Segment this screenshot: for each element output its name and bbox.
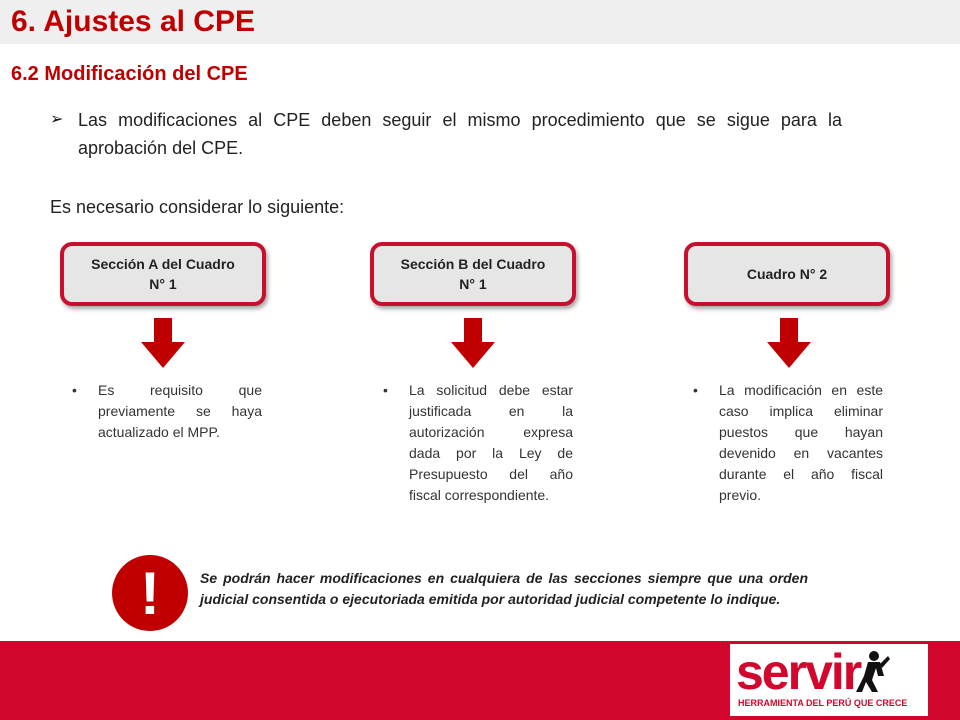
box-cuadro-2: [684, 242, 890, 306]
warning-icon: !: [112, 555, 188, 631]
intro-text: Las modificaciones al CPE deben seguir el mismo procedimiento que se sigue para la aprobación del CPE.: [78, 110, 842, 158]
box-seccion-b-label: Sección B del Cuadro N° 1: [400, 256, 546, 292]
box-seccion-b: [370, 242, 576, 306]
arrow-bullet-icon: ➢: [50, 111, 64, 128]
warning-note: Se podrán hacer modificaciones en cualquiera de las secciones siempre que una orden judicial consentida o ejecutoriada emitida por autoridad judicial competente lo indique.: [200, 570, 808, 607]
section-subtitle: 6.2 Modificación del CPE: [11, 63, 248, 85]
arrow-down-icon: [451, 318, 495, 368]
desc-seccion-b-text: La solicitud debe estar justificada en la autorización expresa dada por la Ley de Presupuesto del año fiscal correspondiente.: [409, 382, 573, 503]
logo-word: servir: [736, 644, 861, 700]
bullet-dot: •: [383, 382, 388, 398]
arrow-down-icon: [141, 318, 185, 368]
box-cuadro-2-label: Cuadro N° 2: [746, 266, 828, 282]
desc-cuadro-2-text: La modificación en este caso implica eliminar puestos que hayan devenido en vacantes durante el año fiscal previo.: [719, 382, 883, 503]
box-seccion-a: [60, 242, 266, 306]
arrow-down-icon: [767, 318, 811, 368]
logo-tagline: HERRAMIENTA DEL PERÚ QUE CRECE: [738, 698, 908, 708]
servir-logo: [730, 644, 928, 716]
logo-figure-icon: [850, 650, 890, 692]
box-seccion-a-label: Sección A del Cuadro N° 1: [91, 256, 235, 292]
page-title: 6. Ajustes al CPE: [11, 5, 255, 38]
bullet-dot: •: [693, 382, 698, 398]
intro-bullet: [50, 106, 842, 162]
desc-seccion-a: [72, 380, 262, 443]
consider-text: Es necesario considerar lo siguiente:: [50, 197, 345, 217]
desc-seccion-a-text: Es requisito que previamente se haya actualizado el MPP.: [98, 382, 262, 440]
desc-cuadro-2: [693, 380, 883, 506]
desc-seccion-b: [383, 380, 573, 506]
bullet-dot: •: [72, 382, 77, 398]
